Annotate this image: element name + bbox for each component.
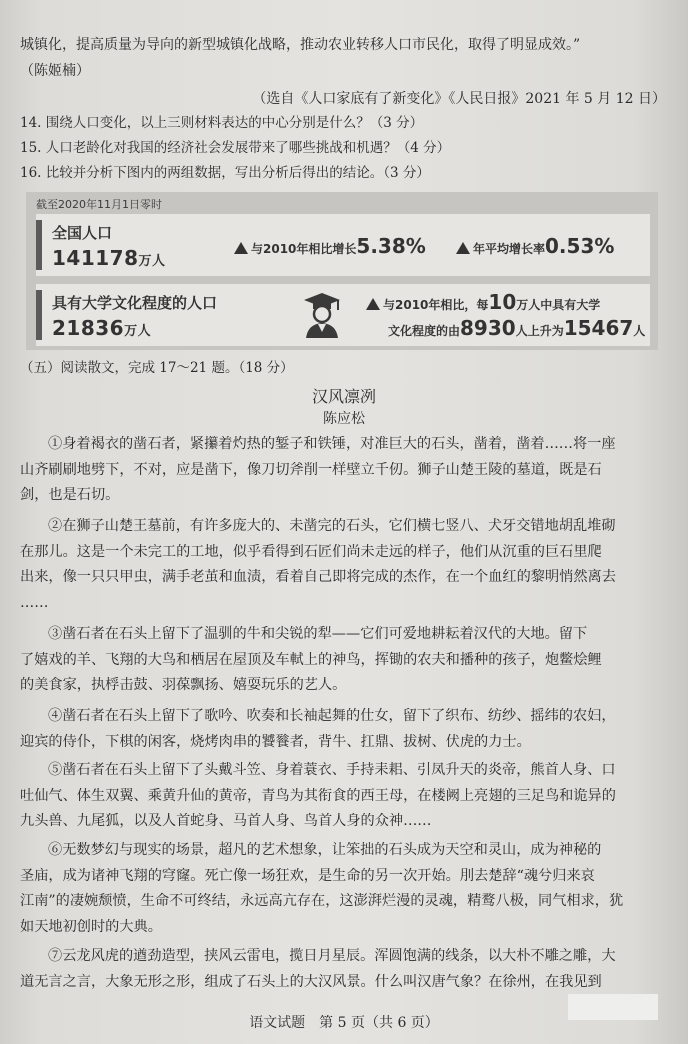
paragraph-3 [20, 622, 664, 699]
graduate-icon [300, 290, 344, 340]
question-16: 16. 比较并分析下图内的两组数据，写出分析后得出的结论。（3 分） [20, 165, 430, 181]
text-line: ⑥无数梦幻与现实的场景，超凡的艺术想象，让笨拙的石头成为天空和灵山，成为神秘的 [48, 842, 602, 858]
national-population-row [36, 214, 650, 276]
text-line: 剑，也是石切。 [20, 487, 120, 504]
text-line: 如天地初创时的大典。 [20, 918, 162, 935]
university-population-row [36, 284, 650, 346]
source-citation: （选自《人口家底有了新变化》《人民日报》2021 年 5 月 12 日） [252, 91, 666, 107]
paragraph-5 [20, 758, 664, 835]
question-15: 15. 人口老龄化对我国的经济社会发展带来了哪些挑战和机遇？（4 分） [20, 140, 451, 156]
annual-growth-value: 0.53% [545, 234, 615, 258]
intro-line-1: 城镇化，提高质量为导向的新型城镇化战略，推动农业转移人口市民化，取得了明显成效。” [20, 37, 581, 53]
university-stat-text: 文化程度的由 [388, 324, 461, 338]
redacted-block [568, 994, 658, 1020]
text-line: 了嬉戏的羊、飞翔的大鸟和栖居在屋顶及车軾上的神鸟，挥锄的农夫和播种的孩子，炮鳖烩鲤 [20, 651, 602, 668]
university-stat-text: 与2010年相比，每 [383, 298, 489, 312]
up-triangle-icon [366, 298, 380, 310]
article-author: 陈应松 [323, 411, 365, 427]
university-stat-from: 8930 [460, 316, 516, 340]
row-accent-bar [36, 290, 42, 340]
up-triangle-icon [234, 242, 248, 254]
text-line: 迎宾的侍仆，下棋的闲客，烧烤肉串的饕餮者，背牛、扛鼎、拔树、伏虎的力士。 [20, 733, 531, 750]
up-triangle-icon [456, 242, 470, 254]
university-stat-text: 万人中具有大学 [516, 298, 601, 312]
university-stat-text: 人上升为 [515, 324, 564, 338]
national-population-value: 141178 [52, 246, 139, 270]
annual-growth-prefix: 年平均增长率 [473, 242, 546, 256]
university-stat-base: 10 [488, 290, 517, 314]
university-population-label: 具有大学文化程度的人口 [52, 294, 218, 312]
text-line: 吐仙气、体生双翼、乘黄升仙的黄帝，青鸟为其衔食的西王母，在楼阙上亮翅的三足鸟和诡异的 [20, 787, 616, 804]
question-14: 14. 围绕人口变化，以上三则材料表达的中心分别是什么？（3 分） [20, 115, 424, 131]
annual-growth-stat [456, 234, 614, 258]
paragraph-1 [20, 432, 664, 509]
national-population-label: 全国人口 [52, 224, 113, 242]
text-line: 山齐刷刷地劈下，不对，应是凿下，像刀切斧削一样壁立千仞。狮子山楚王陵的墓道，既是石 [20, 461, 602, 478]
text-line: 江南”的凄婉颓愤，生命不可终结，永远高亢存在，这澎湃烂漫的灵魂，精鹜八极，同气相求，犹 [20, 893, 624, 910]
paragraph-7 [20, 944, 664, 995]
text-line: ②在狮子山楚王墓前，有许多庞大的、未凿完的石头，它们横七竖八、犬牙交错地胡乱堆砌 [48, 518, 616, 534]
text-line: 在那儿。这是一个未完工的工地，似乎看得到石匠们尚未走远的样子，他们从沉重的巨石里爬 [20, 543, 602, 560]
growth-stat-prefix: 与2010年相比增长 [251, 242, 357, 256]
text-line: ④凿石者在石头上留下了歌吟、吹奏和长袖起舞的仕女，留下了织布、纺纱、摇纬的农妇， [48, 708, 616, 724]
university-stat-line-1 [366, 290, 600, 314]
growth-stat-value: 5.38% [356, 234, 426, 258]
growth-stat [234, 234, 426, 258]
article-title: 汉风凛冽 [311, 387, 376, 406]
population-infographic [26, 192, 658, 350]
text-line: 道无言之言，大象无形之形，组成了石头上的大汉风景。什么叫汉唐气象？在徐州，在我见到 [20, 973, 602, 990]
paragraph-2 [20, 514, 664, 616]
text-line: 出来，像一只只甲虫，满手老茧和血渍，看着自己即将完成的杰作，在一个血红的黎明悄然离去 [20, 569, 616, 586]
text-line: 九头兽、九尾狐，以及人首蛇身、马首人身、鸟首人身的众神…… [20, 813, 432, 830]
text-line: ①身着褐衣的凿石者，紧攥着灼热的錾子和铁锤，对准巨大的石头，凿着，凿着……将一座 [48, 436, 616, 452]
text-line: 圣庙，成为诸神飞翔的穹窿。死亡像一场狂欢，是生命的另一次开始。刖去楚辞“魂兮归来哀 [20, 867, 595, 884]
university-population-number [52, 316, 151, 340]
paragraph-4 [20, 704, 664, 755]
university-stat-line-2 [388, 316, 645, 340]
university-stat-to: 15467 [563, 316, 634, 340]
text-line: ⑤凿石者在石头上留下了头戴斗笠、身着蓑衣、手持耒耜、引凤升天的炎帝，熊首人身、口 [48, 762, 616, 778]
national-population-unit: 万人 [138, 254, 166, 269]
university-stat-text: 人 [633, 324, 646, 338]
paragraph-6 [20, 838, 664, 940]
page-footer: 语文试题 第 5 页（共 6 页） [249, 1015, 439, 1031]
infographic-header: 截至2020年11月1日零时 [36, 198, 162, 211]
university-population-value: 21836 [52, 316, 125, 340]
text-line: ③凿石者在石头上留下了温驯的牛和尖锐的犁——它们可爱地耕耘着汉代的大地。留下 [48, 626, 588, 642]
row-accent-bar [36, 220, 42, 270]
intro-line-2: （陈姬楠） [20, 63, 90, 79]
national-population-number [52, 246, 166, 270]
text-line: ⑦云龙风虎的遒劲造型，挟风云雷电，揽日月星辰。浑圆饱满的线条，以大朴不雕之雕，大 [48, 948, 616, 964]
university-population-unit: 万人 [124, 324, 152, 339]
text-line: …… [20, 594, 49, 611]
section-heading: （五）阅读散文，完成 17～21 题。（18 分） [20, 360, 294, 376]
text-line: 的美食家，执桴击鼓、羽葆飘扬、嬉耍玩乐的艺人。 [20, 677, 347, 694]
